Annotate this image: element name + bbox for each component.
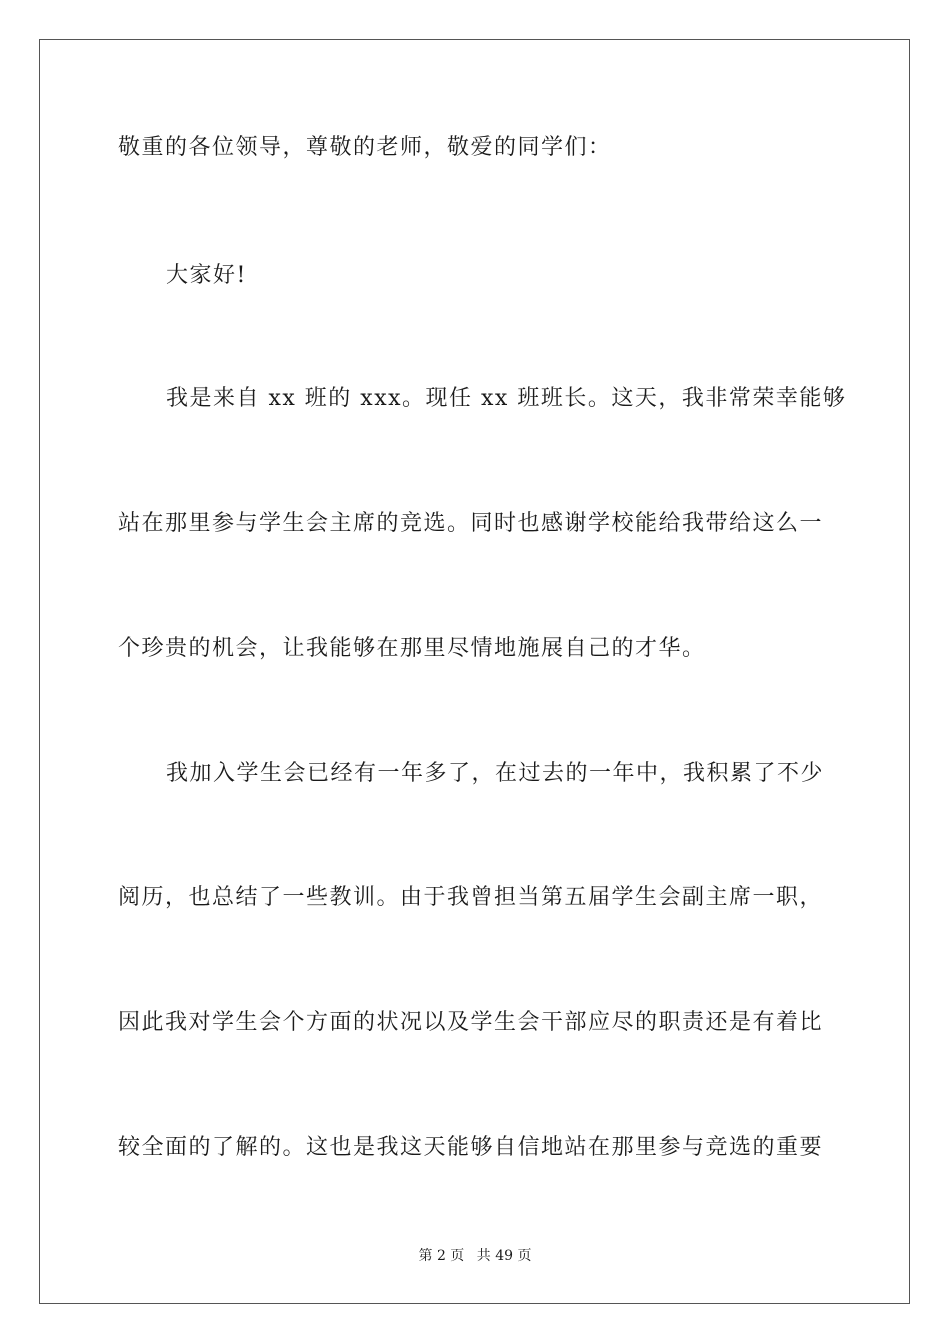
body-line: 阅历，也总结了一些教训。由于我曾担当第五届学生会副主席一职，: [118, 885, 824, 910]
total-pages: 共 49 页: [476, 1248, 532, 1264]
body-line: 较全面的了解的。这也是我这天能够自信地站在那里参与竞选的重要: [118, 1135, 824, 1160]
page-footer: [0, 1246, 950, 1266]
body-line: 我是来自 xx 班的 xxx。现任 xx 班班长。这天，我非常荣幸能够: [166, 386, 847, 411]
body-line: 我加入学生会已经有一年多了，在过去的一年中，我积累了不少: [166, 761, 825, 786]
page-number: 第 2 页: [418, 1248, 465, 1264]
body-line: 站在那里参与学生会主席的竞选。同时也感谢学校能给我带给这么一: [118, 511, 824, 536]
page-border: [39, 39, 910, 1304]
salutation-line: 敬重的各位领导，尊敬的老师，敬爱的同学们：: [118, 135, 612, 160]
body-line: 因此我对学生会个方面的状况以及学生会干部应尽的职责还是有着比: [118, 1010, 824, 1035]
greeting-line: 大家好!: [166, 263, 247, 288]
body-line: 个珍贵的机会，让我能够在那里尽情地施展自己的才华。: [118, 636, 706, 661]
